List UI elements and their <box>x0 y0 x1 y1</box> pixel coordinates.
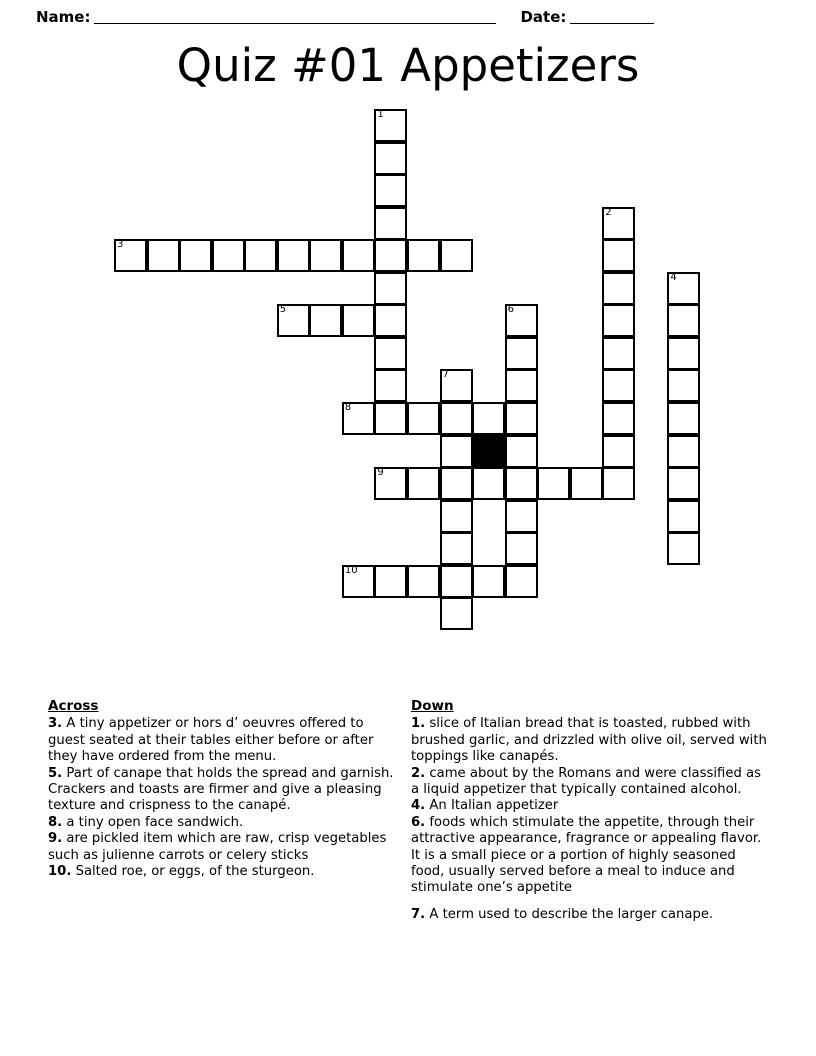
crossword-cell[interactable] <box>602 207 635 240</box>
crossword-cell[interactable] <box>440 369 473 402</box>
crossword-cell[interactable] <box>147 239 180 272</box>
crossword-cell[interactable] <box>374 174 407 207</box>
clues-section <box>0 698 816 998</box>
crossword-cell[interactable] <box>374 467 407 500</box>
page-title: Quiz #01 Appetizers <box>176 39 640 92</box>
crossword-cell[interactable] <box>667 500 700 533</box>
crossword-cell[interactable] <box>374 272 407 305</box>
name-label: Name: <box>36 8 91 26</box>
cell-number: 5 <box>279 304 287 316</box>
across-clue-list <box>48 716 403 880</box>
crossword-cell[interactable] <box>570 467 603 500</box>
crossword-cell[interactable] <box>342 304 375 337</box>
crossword-cell[interactable] <box>440 532 473 565</box>
crossword-cell[interactable] <box>277 239 310 272</box>
cell-number: 2 <box>605 206 612 218</box>
cell-number: 7 <box>442 369 449 381</box>
crossword-cell[interactable] <box>602 239 635 272</box>
across-clue-5 <box>48 766 403 815</box>
cell-number: 8 <box>344 401 352 413</box>
clue-text: are pickled item which are raw, crisp vegetables such as julienne carrots or celery sticks <box>48 831 387 863</box>
crossword-cell[interactable] <box>114 239 147 272</box>
crossword-cell[interactable] <box>440 239 473 272</box>
down-heading: Down <box>411 698 454 714</box>
clue-number: 9. <box>48 831 63 847</box>
crossword-cell[interactable] <box>374 565 407 598</box>
crossword-cell[interactable] <box>374 207 407 240</box>
across-clue-9 <box>48 831 403 864</box>
clue-number: 1. <box>411 716 426 732</box>
clue-text: Salted roe, or eggs, of the sturgeon. <box>71 864 315 880</box>
cell-number: 9 <box>377 467 384 479</box>
clue-text: slice of Italian bread that is toasted, rubbed with brushed garlic, and drizzled with olive oil, served with toppings like canapés. <box>411 716 767 765</box>
clue-number: 7. <box>411 906 426 922</box>
crossword-cell[interactable] <box>602 304 635 337</box>
down-clue-7 <box>411 907 769 923</box>
cell-number: 4 <box>670 271 677 283</box>
cell-number: 6 <box>507 304 514 316</box>
crossword-cell[interactable] <box>667 402 700 435</box>
crossword-cell[interactable] <box>472 565 505 598</box>
crossword-cell[interactable] <box>667 532 700 565</box>
crossword-cell[interactable] <box>505 402 538 435</box>
crossword-cell[interactable] <box>602 337 635 370</box>
down-clue-6 <box>411 815 769 897</box>
clue-text: came about by the Romans and were classified as a liquid appetizer that typically contained alcohol. <box>411 765 761 798</box>
crossword-cell[interactable] <box>667 435 700 468</box>
crossword-cell[interactable] <box>440 597 473 630</box>
cell-number: 3 <box>117 239 124 251</box>
clue-text: A tiny appetizer or hors d’ oeuvres offered to guest seated at their tables either before or after they have ordered from the menu. <box>48 716 374 765</box>
across-clue-3 <box>48 716 403 765</box>
clue-number: 5. <box>48 765 63 781</box>
clue-text: a tiny open face sandwich. <box>62 814 244 830</box>
crossword-cell[interactable] <box>440 402 473 435</box>
crossword-cell[interactable] <box>407 402 440 435</box>
clue-number: 8. <box>48 814 63 830</box>
crossword-cell[interactable] <box>505 532 538 565</box>
down-clue-1 <box>411 716 769 765</box>
clue-number: 6. <box>411 814 426 830</box>
crossword-cell[interactable] <box>505 369 538 402</box>
crossword-cell[interactable] <box>407 467 440 500</box>
crossword-cell[interactable] <box>440 467 473 500</box>
crossword-cell[interactable] <box>602 435 635 468</box>
crossword-cell[interactable] <box>602 467 635 500</box>
cell-number: 10 <box>344 564 358 576</box>
crossword-cell[interactable] <box>505 304 538 337</box>
crossword-cell[interactable] <box>407 565 440 598</box>
crossword-cell[interactable] <box>374 239 407 272</box>
down-clues-column <box>411 698 769 923</box>
clue-number: 4. <box>411 798 426 814</box>
across-clue-10 <box>48 864 403 880</box>
crossword-cell[interactable] <box>309 304 342 337</box>
crossword-cell[interactable] <box>440 500 473 533</box>
crossword-cell[interactable] <box>342 565 375 598</box>
across-heading: Across <box>48 698 99 714</box>
crossword-cell[interactable] <box>602 369 635 402</box>
crossword-cell[interactable] <box>472 402 505 435</box>
crossword-cell[interactable] <box>374 109 407 142</box>
crossword-cell[interactable] <box>505 435 538 468</box>
crossword-cell[interactable] <box>212 239 245 272</box>
clue-text: A term used to describe the larger canape. <box>425 906 714 922</box>
crossword-cell[interactable] <box>407 239 440 272</box>
crossword-cell[interactable] <box>309 239 342 272</box>
crossword-cell[interactable] <box>602 402 635 435</box>
date-label: Date: <box>520 8 567 26</box>
crossword-cell[interactable] <box>667 304 700 337</box>
crossword-cell[interactable] <box>374 142 407 175</box>
clue-number: 2. <box>411 765 426 781</box>
crossword-cell[interactable] <box>342 402 375 435</box>
crossword-cell[interactable] <box>244 239 277 272</box>
crossword-cell[interactable] <box>505 467 538 500</box>
down-clue-4 <box>411 798 769 814</box>
crossword-cell[interactable] <box>602 272 635 305</box>
crossword-cell[interactable] <box>667 467 700 500</box>
clue-number: 3. <box>48 716 63 732</box>
clue-text: Part of canape that holds the spread and garnish. Crackers and toasts are firmer and give a pleasing texture and crispness to the canapé. <box>48 765 394 814</box>
clue-text: foods which stimulate the appetite, through their attractive appearance, fragrance or appealing flavor. It is a small piece or a portion of highly seasoned food, usually served before a meal to induce and stimulate one’s appetite <box>411 814 762 896</box>
down-clue-list <box>411 716 769 923</box>
crossword-block-cell <box>472 435 505 468</box>
crossword-cell[interactable] <box>505 337 538 370</box>
crossword-cell[interactable] <box>440 435 473 468</box>
crossword-cell[interactable] <box>179 239 212 272</box>
crossword-cell[interactable] <box>472 467 505 500</box>
crossword-cell[interactable] <box>374 337 407 370</box>
across-clues-column <box>48 698 403 880</box>
crossword-cell[interactable] <box>277 304 310 337</box>
down-clue-2 <box>411 766 769 799</box>
crossword-cell[interactable] <box>374 304 407 337</box>
crossword-cell[interactable] <box>505 565 538 598</box>
crossword-cell[interactable] <box>537 467 570 500</box>
crossword-cell[interactable] <box>667 369 700 402</box>
crossword-cell[interactable] <box>505 500 538 533</box>
crossword-cell[interactable] <box>374 402 407 435</box>
crossword-cell[interactable] <box>440 565 473 598</box>
crossword-cell[interactable] <box>667 337 700 370</box>
clue-number: 10. <box>48 864 72 880</box>
cell-number: 1 <box>377 109 384 120</box>
crossword-cell[interactable] <box>667 272 700 305</box>
crossword-cell[interactable] <box>374 369 407 402</box>
clue-text: An Italian appetizer <box>425 798 559 814</box>
crossword-cell[interactable] <box>342 239 375 272</box>
across-clue-8 <box>48 815 403 831</box>
